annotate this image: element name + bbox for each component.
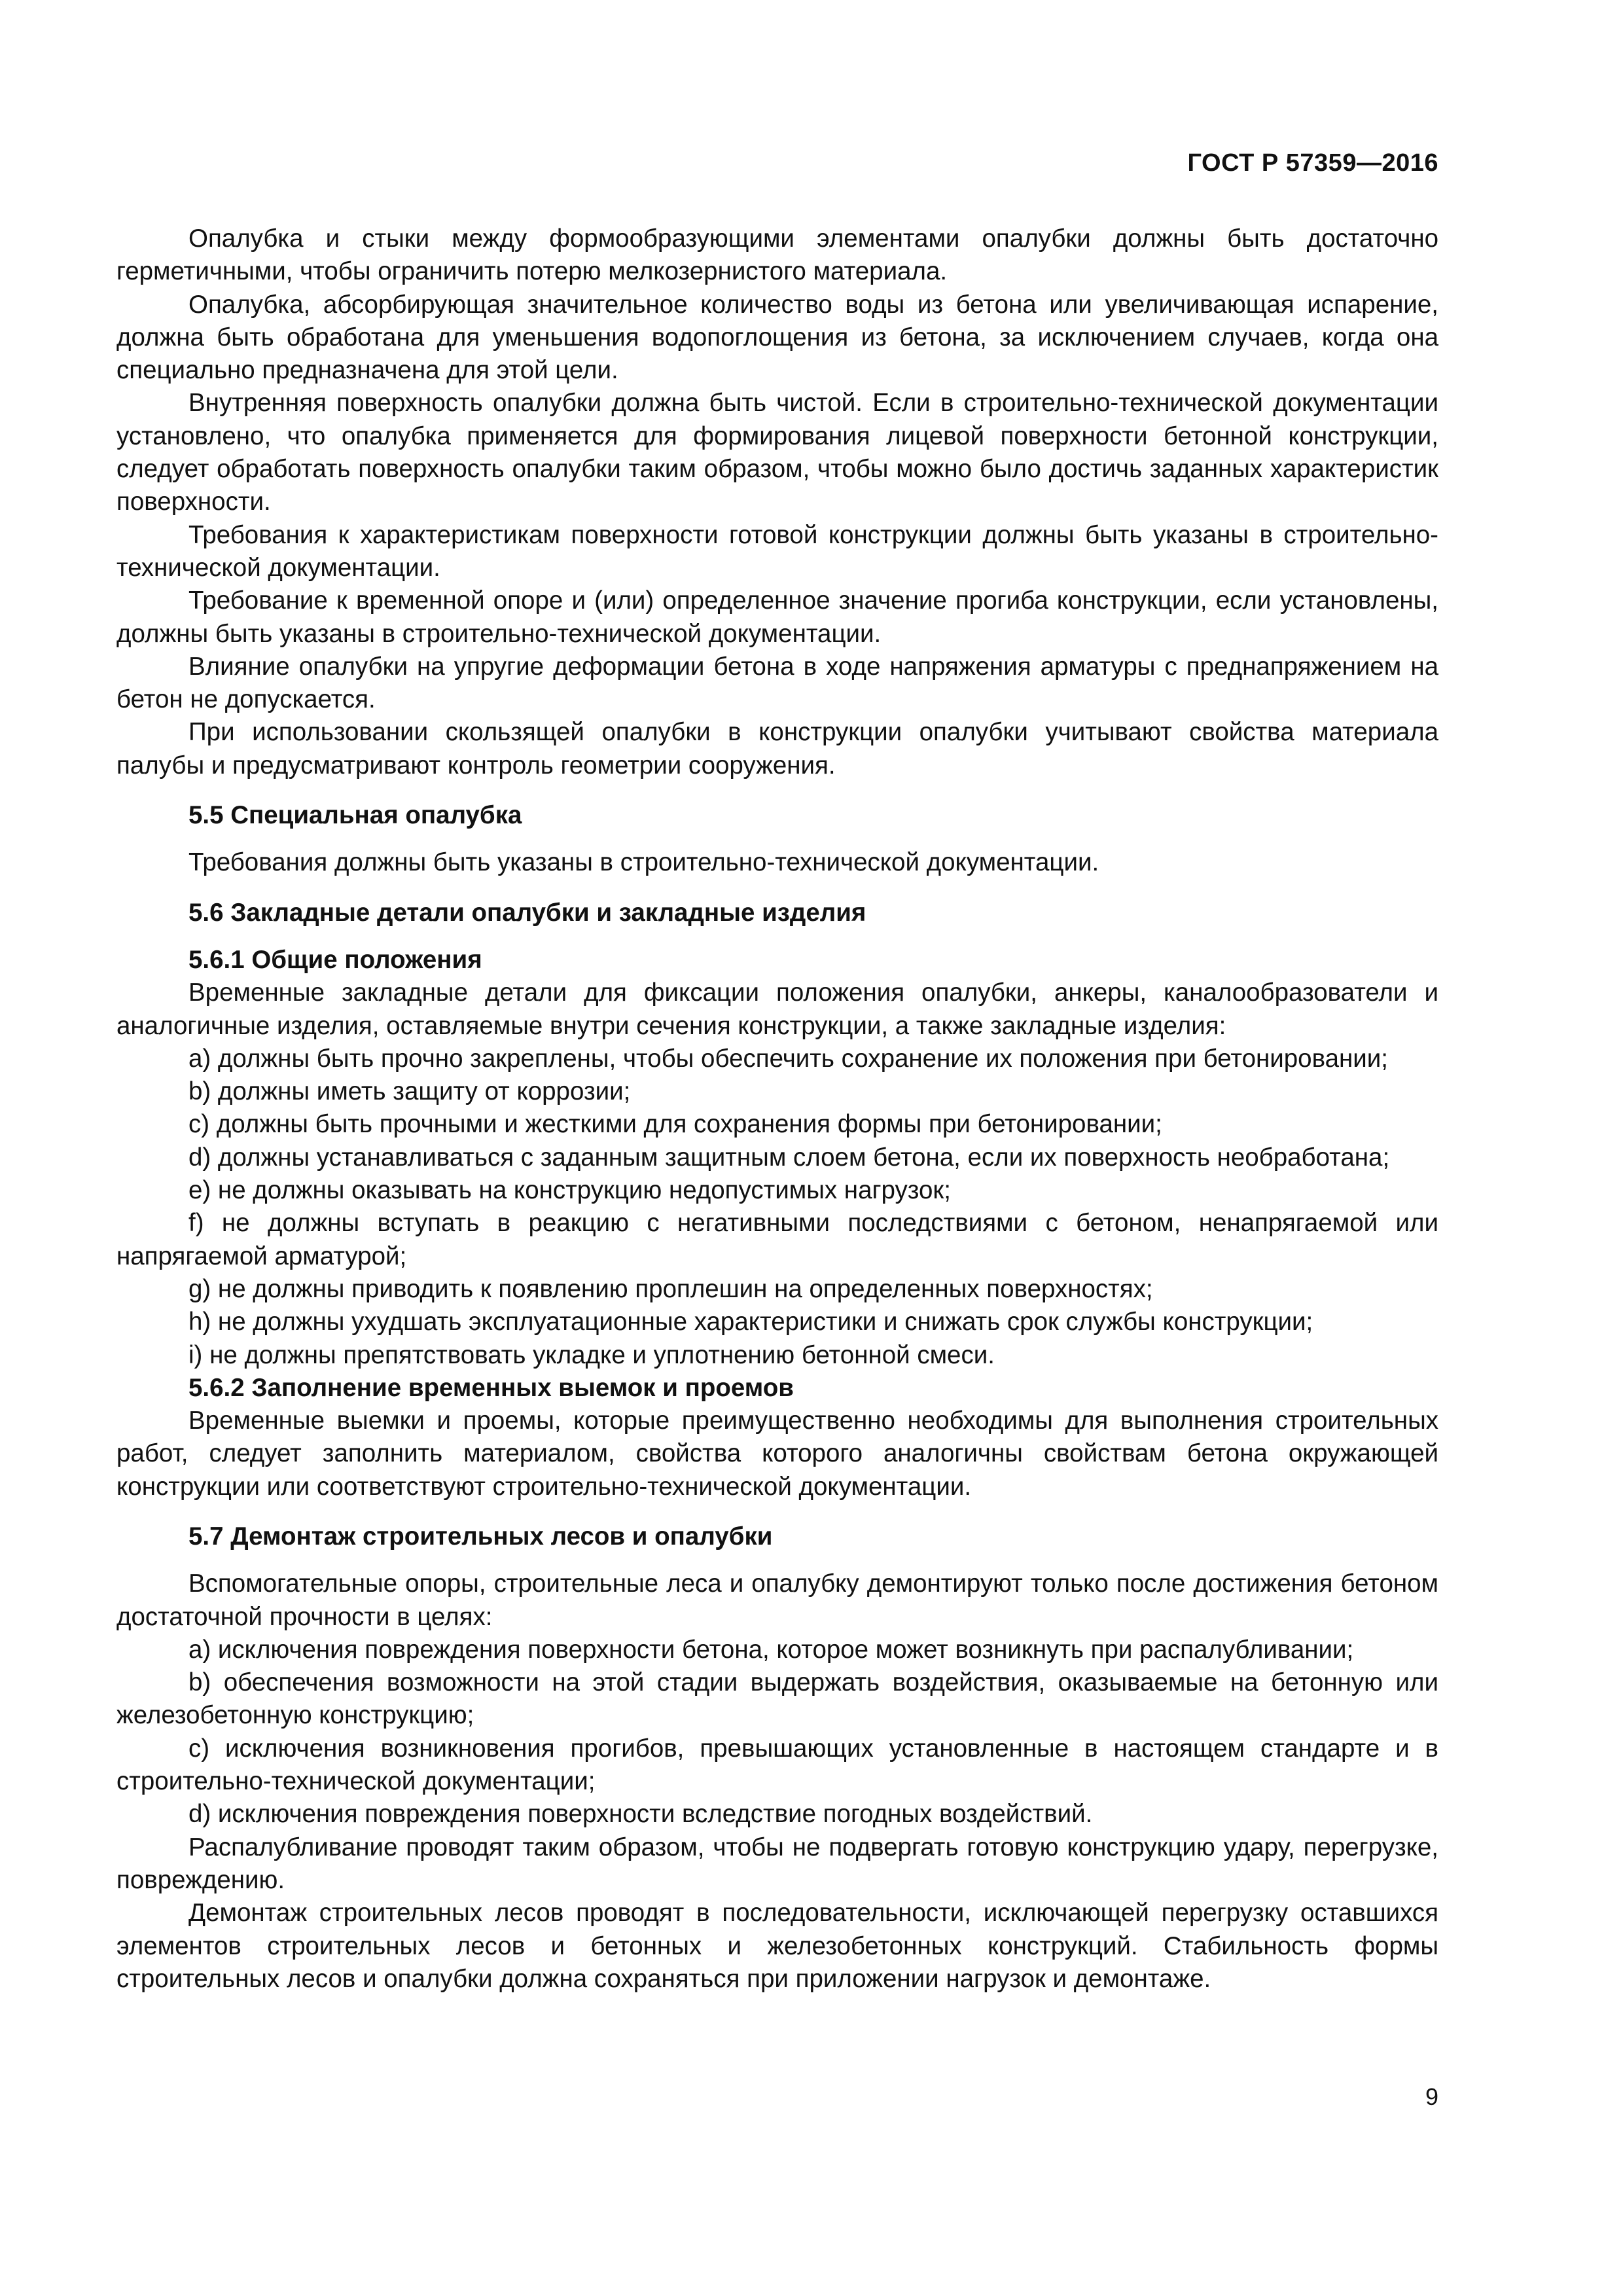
paragraph: Опалубка и стыки между формообразующими элементами опалубки должны быть достаточно герметичными, чтобы ограничить потерю мелкозернистого материала. — [116, 224, 1438, 286]
paragraph: Временные закладные детали для фиксации положения опалубки, анкеры, каналообразователи и аналогичные изделия, оставляемые внутри сечения конструкции, а также закладные изделия: — [116, 978, 1438, 1040]
list-item: g) не должны приводить к появлению проплешин на определенных поверхностях; — [188, 1274, 1153, 1303]
paragraph: Вспомогательные опоры, строительные леса и опалубку демонтируют только после достижения бетоном достаточной прочности в целях: — [116, 1570, 1438, 1631]
list-item: a) должны быть прочно закреплены, чтобы обеспечить сохранение их положения при бетонировании; — [188, 1044, 1388, 1073]
section-heading-5-5: 5.5 Специальная опалубка — [188, 801, 522, 830]
paragraph: Временные выемки и проемы, которые преимущественно необходимы для выполнения строительных работ, следует заполнить материалом, свойства которого аналогичны свойствам бетона окружающей конструкции или соответствуют строительно-технической документации. — [116, 1407, 1438, 1501]
page-content — [116, 223, 1438, 1996]
paragraph: Внутренняя поверхность опалубки должна быть чистой. Если в строительно-технической документации установлено, что опалубка применяется для формирования лицевой поверхности бетонной конструкции, следует обработать поверхность опалубки таким образом, чтобы можно было достичь заданных характеристик поверхности. — [116, 389, 1438, 516]
list-item: d) исключения повреждения поверхности вследствие погодных воздействий. — [188, 1800, 1093, 1829]
paragraph: Требования должны быть указаны в строительно-технической документации. — [188, 848, 1099, 877]
document-id-header: ГОСТ Р 57359—2016 — [1187, 149, 1438, 177]
paragraph: Опалубка, абсорбирующая значительное количество воды из бетона или увеличивающая испарение, должна быть обработана для уменьшения водопоглощения из бетона, за исключением случаев, когда она специально предназначена для этой цели. — [116, 290, 1438, 385]
list-item: i) не должны препятствовать укладке и уплотнению бетонной смеси. — [188, 1340, 995, 1369]
list-item: b) должны иметь защиту от коррозии; — [188, 1077, 631, 1106]
paragraph: Требования к характеристикам поверхности готовой конструкции должны быть указаны в строительно-технической документации. — [116, 520, 1438, 582]
list-item: c) исключения возникновения прогибов, превышающих установленные в настоящем стандарте и в строительно-технической документации; — [116, 1734, 1438, 1796]
section-heading-5-7: 5.7 Демонтаж строительных лесов и опалубки — [188, 1522, 773, 1551]
paragraph: Демонтаж строительных лесов проводят в последовательности, исключающей перегрузку оставшихся элементов строительных лесов и бетонных и железобетонных конструкций. Стабильность формы строительных лесов и опалубки должна сохраняться при приложении нагрузок и демонтаже. — [116, 1899, 1438, 1993]
list-item: h) не должны ухудшать эксплуатационные характеристики и снижать срок службы конструкции; — [188, 1308, 1313, 1336]
list-item: d) должны устанавливаться с заданным защитным слоем бетона, если их поверхность необработана; — [188, 1143, 1390, 1172]
page-number: 9 — [1425, 2083, 1438, 2110]
list-item: b) обеспечения возможности на этой стадии выдержать воздействия, оказываемые на бетонную или железобетонную конструкцию; — [116, 1668, 1438, 1730]
section-heading-5-6: 5.6 Закладные детали опалубки и закладные изделия — [188, 898, 866, 927]
list-item: a) исключения повреждения поверхности бетона, которое может возникнуть при распалубливании; — [188, 1635, 1354, 1664]
list-item: c) должны быть прочными и жесткими для сохранения формы при бетонировании; — [188, 1110, 1162, 1139]
subsection-heading-5-6-2: 5.6.2 Заполнение временных выемок и проемов — [188, 1373, 794, 1402]
subsection-heading-5-6-1: 5.6.1 Общие положения — [188, 945, 482, 974]
paragraph: Распалубливание проводят таким образом, чтобы не подвергать готовую конструкцию удару, перегрузке, повреждению. — [116, 1833, 1438, 1894]
list-item: e) не должны оказывать на конструкцию недопустимых нагрузок; — [188, 1176, 951, 1205]
paragraph: При использовании скользящей опалубки в конструкции опалубки учитывают свойства материала палубы и предусматривают контроль геометрии сооружения. — [116, 718, 1438, 780]
paragraph: Влияние опалубки на упругие деформации бетона в ходе напряжения арматуры с преднапряжением на бетон не допускается. — [116, 652, 1438, 714]
list-item: f) не должны вступать в реакцию с негативными последствиями с бетоном, ненапрягаемой или напрягаемой арматурой; — [116, 1209, 1438, 1270]
paragraph: Требование к временной опоре и (или) определенное значение прогиба конструкции, если установлены, должны быть указаны в строительно-технической документации. — [116, 586, 1438, 648]
